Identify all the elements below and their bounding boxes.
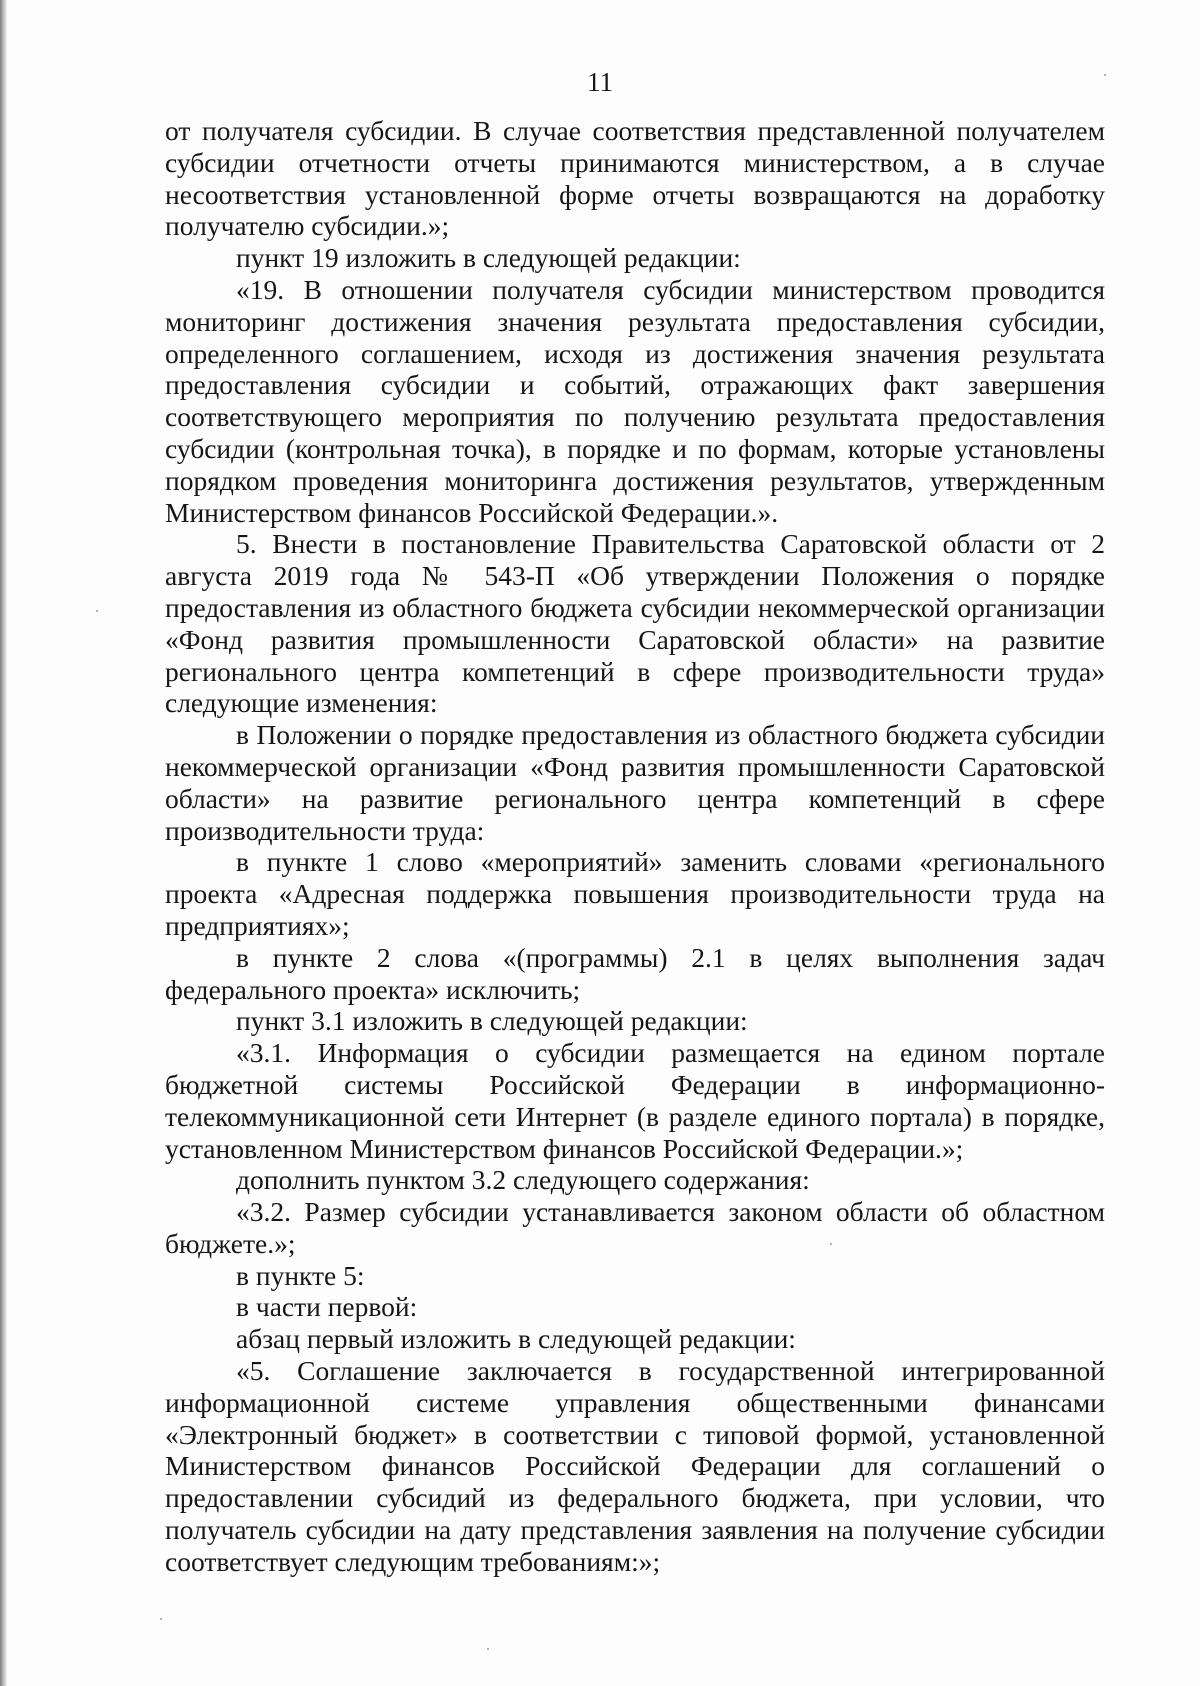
paragraph-12: в пункте 5:: [236, 1259, 365, 1291]
paragraph-8: пункт 3.1 изложить в следующей редакции:: [236, 1005, 748, 1037]
paragraph-2: пункт 19 изложить в следующей редакции:: [236, 242, 741, 274]
paragraph-11: «3.2. Размер субсидии устанавливается законом области об областном бюджете.»;: [165, 1196, 1105, 1259]
scan-speck: [96, 610, 98, 612]
paragraph-10: дополнить пунктом 3.2 следующего содержания:: [236, 1164, 810, 1196]
paragraph-6: в пункте 1 слово «мероприятий» заменить словами «регионального проекта «Адресная поддержка повышения производительности труда на предприятиях»;: [165, 846, 1105, 941]
paragraph-7: в пункте 2 слова «(программы) 2.1 в целях выполнения задач федерального проекта» исключить;: [165, 941, 1105, 1005]
paragraph-3: «19. В отношении получателя субсидии министерством проводится мониторинг достижения значения результата предоставления субсидии, определенного соглашением, исходя из достижения значения результата предоставления субсидии и событий, отражающих факт завершения соответствующего мероприятия по получению результата предоставления субсидии (контрольная точка), в порядке и по формам, которые установлены порядком проведения мониторинга достижения результатов, утвержденным Министерством финансов Российской Федерации.».: [165, 273, 1105, 528]
paragraph-4: 5. Внести в постановление Правительства Саратовской области от 2 августа 2019 года № 543-П «Об утверждении Положения о порядке предоставления из областного бюджета субсидии некоммерческой организации «Фонд развития промышленности Саратовской области» на развитие регионального центра компетенций в сфере производительности труда» следующие изменения:: [165, 528, 1105, 719]
paragraph-9: «3.1. Информация о субсидии размещается на едином портале бюджетной системы Российской Федерации в информационно-телекоммуникационной сети Интернет (в разделе единого портала) в порядке, установленном Министерством финансов Российской Федерации.»;: [165, 1037, 1105, 1164]
paragraph-1: от получателя субсидии. В случае соответствия представленной получателем субсидии отчетности отчеты принимаются министерством, а в случае несоответствия установленной форме отчеты возвращаются на доработку получателю субсидии.»;: [165, 115, 1105, 242]
scan-speck: [160, 1618, 162, 1620]
scan-speck: [1104, 74, 1106, 76]
paragraph-14: абзац первый изложить в следующей редакции:: [236, 1323, 796, 1355]
page-number: 11: [587, 67, 613, 97]
scan-speck: [830, 1243, 832, 1245]
paragraph-5: в Положении о порядке предоставления из областного бюджета субсидии некоммерческой организации «Фонд развития промышленности Саратовской области» на развитие регионального центра компетенций в сфере производительности труда:: [165, 719, 1105, 846]
paragraph-13: в части первой:: [236, 1291, 418, 1323]
scan-edge: [0, 0, 7, 1686]
document-body: [165, 115, 1105, 1578]
scan-speck: [487, 1648, 489, 1650]
paragraph-15: «5. Соглашение заключается в государственной интегрированной информационной системе управления общественными финансами «Электронный бюджет» в соответствии с типовой формой, установленной Министерством финансов Российской Федерации для соглашений о предоставлении субсидий из федерального бюджета, при условии, что получатель субсидии на дату представления заявления на получение субсидии соответствует следующим требованиям:»;: [165, 1355, 1105, 1577]
